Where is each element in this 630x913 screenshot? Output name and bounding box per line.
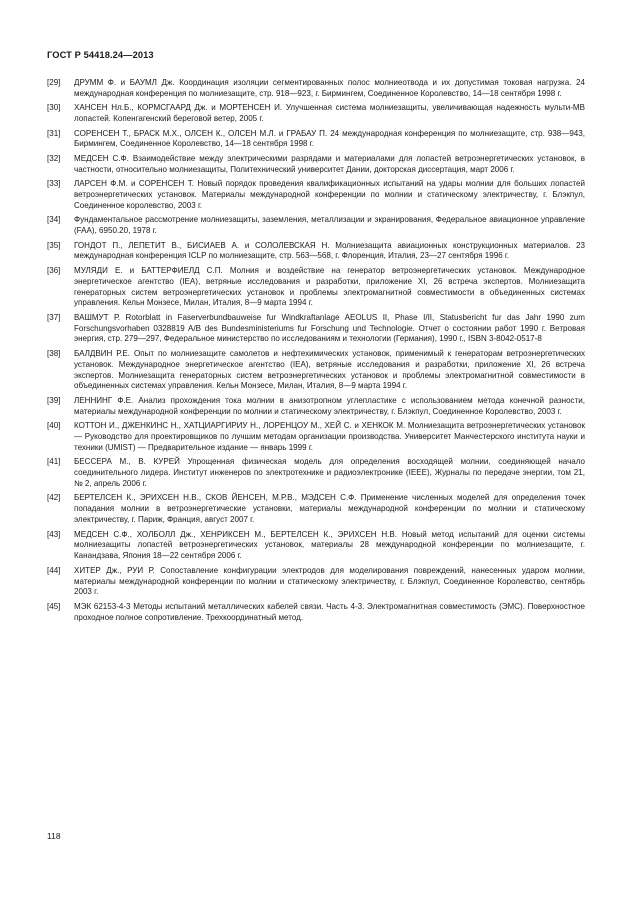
reference-number: [43] xyxy=(47,529,61,539)
reference-number: [42] xyxy=(47,493,61,503)
bibliography-list xyxy=(47,78,585,627)
reference-entry xyxy=(47,566,585,599)
reference-text: ДРУММ Ф. и БАУМЛ Дж. Координация изоляции сегментированных полос молниеотвода и их допустимая токовая нагрузка. 24 международная конференция по молниезащите, стр. 918—923, г. Бирмингем, Соединенное Королевство, 14—18 сентября 1998 г. xyxy=(74,78,585,98)
reference-entry xyxy=(47,266,585,309)
standard-header: ГОСТ Р 54418.24—2013 xyxy=(47,50,154,60)
reference-entry xyxy=(47,493,585,526)
reference-text: ЛЕННИНГ Ф.Е. Анализ прохождения тока молнии в анизотропном углепластике с использованием метода конечной разности, материалы международной конференции по молнии и статическому электричеству, г. Блэкпул, Соединенное Королевство, 2003 г. xyxy=(74,395,585,416)
reference-entry xyxy=(47,129,585,151)
reference-entry xyxy=(47,602,585,624)
reference-text: ГОНДОТ П., ЛЕПЕТИТ В., БИСИАЕВ А. и СОЛОЛЕВСКАЯ Н. Молниезащита авиационных конструкционных материалов. 23 международная конференция ICLP по молниезащите, стр. 563—568, г. Флоренция, Италия, 23—27 сентября 1996 г. xyxy=(74,240,585,261)
reference-entry xyxy=(47,103,585,125)
reference-number: [38] xyxy=(47,348,61,358)
reference-text: ЛАРСЕН Ф.М. и СОРЕНСЕН Т. Новый порядок проведения квалификационных испытаний на удары молнии для больших лопастей ветроэнергетических установок. Материалы международной конференции по молнии и статическому электричеству, г. Блэкпул, Соединенное королевство, 2003 г. xyxy=(74,179,585,210)
reference-text: Фундаментальное рассмотрение молниезащиты, заземления, металлизации и экранирования, Федеральное авиационное управление (FAA), 6950.20, 1978 г. xyxy=(74,215,585,236)
reference-entry xyxy=(47,179,585,212)
reference-entry xyxy=(47,421,585,454)
reference-number: [29] xyxy=(47,78,61,87)
reference-entry xyxy=(47,215,585,237)
reference-text: ВАШМУТ Р. Rotorblatt in Faserverbundbauweise fur Windkraftanlage AEOLUS II, Phase I/II, Statusbericht fur das Jahr 1990 zum Forschungsvorhaben 0328819 A/B des Bundesministeriums fur Forschung und Technologie. Отчет о состоянии работ 1990 г. Ветровая энергия, стр. 279—297, Федеральное министерство по исследованиям и технологии (Германия), 1990 г., ISBN 3-8042-0517-8 xyxy=(74,312,585,344)
reference-entry xyxy=(47,313,585,346)
reference-number: [32] xyxy=(47,153,61,163)
reference-entry xyxy=(47,349,585,392)
reference-number: [37] xyxy=(47,312,61,322)
reference-number: [31] xyxy=(47,128,61,138)
reference-entry xyxy=(47,78,585,100)
page-number: 118 xyxy=(47,831,61,841)
reference-text: СОРЕНСЕН Т., БРАСК М.Х., ОЛСЕН К., ОЛСЕН М.Л. и ГРАБАУ П. 24 международная конференция по молниезащите, стр. 938—943, Бирмингем, Соединенное Королевство, 14—18 сентября 1998 г. xyxy=(74,128,585,149)
reference-entry xyxy=(47,241,585,263)
reference-entry xyxy=(47,154,585,176)
reference-text: БЕРТЕЛСЕН К., ЭРИХСЕН Н.В., СКОВ ЙЕНСЕН, М.Р.В., МЭДСЕН С.Ф. Применение численных моделей для определения точек попадания молнии в ветроэнергетические установки, материалы международной конференции по молнии и статическому электричеству, г. Париж, Франция, август 2007 г. xyxy=(74,493,585,525)
reference-text: МЕДСЕН С.Ф., ХОЛБОЛЛ Дж., ХЕНРИКСЕН М., БЕРТЕЛСЕН К., ЭРИХСЕН Н.В. Новый метод испытаний для оценки системы молниезащиты лопастей ветроэнергетических установок, материалы 28 международной конференции по молниезащите, г. Канандзава, Япония 18—22 сентября 2006 г. xyxy=(74,529,585,561)
reference-number: [35] xyxy=(47,240,61,250)
reference-text: МУЛЯДИ Е. и БАТТЕРФИЕЛД С.П. Молния и воздействие на генератор ветроэнергетических установок. Международное энергетическое агентство (IEA), ветряные исследования и разработки, приложение XI, 26 встреча экспертов. Молниезащита генераторных систем ветроэнергетических установок и проблемы электромагнитной совместимости в объединенных системах управления. Кельн Монзесе, Милан, Италия, 8—9 марта 1994 г. xyxy=(74,265,585,308)
reference-text: БЕССЕРА М., В. КУРЕЙ Упрощенная физическая модель для определения восходящей молнии, соединяющей начало соединительного лидера. Институт инженеров по электротехнике и радиоэлектронике (IEEE), Журналы по передаче энергии, том 21, № 2, апрель 2006 г. xyxy=(74,457,585,488)
reference-text: МЕДСЕН С.Ф. Взаимодействие между электрическими разрядами и материалами для лопастей ветроэнергетических установок, в частности, относительно молниезащиты, Политехнический университет Дании, докторская диссертация, март 2006 г. xyxy=(74,153,585,174)
reference-entry xyxy=(47,457,585,490)
reference-number: [41] xyxy=(47,457,61,467)
reference-number: [33] xyxy=(47,179,61,189)
reference-number: [40] xyxy=(47,421,61,431)
reference-number: [34] xyxy=(47,215,61,225)
reference-entry xyxy=(47,530,585,563)
reference-text: КОТТОН И., ДЖЕНКИНС Н., ХАТЦИАРГИРИУ Н., ЛОРЕНЦОУ М., ХЕЙ С. и ХЕНКОК М. Молниезащита ветроэнергетических установок — Руководство для проектировщиков по лучшим методам организации производства. Университет Манчестерского института науки и техники (UMIST) — Предварительное издание — январь 1999 г. xyxy=(74,421,585,452)
reference-number: [45] xyxy=(47,601,61,611)
reference-text: БАЛДВИН Р.Е. Опыт по молниезащите самолетов и нефтехимических установок, применимый к генераторам ветроэнергетических установок. Международное энергетическое агентство (IEA), ветряные исследования и разработки, приложение XI, 26 встреча экспертов. Молниезащита генераторных систем ветроэнергетических установок и проблемы электромагнитной совместимости в объединенных системах управления. Кельн Монзесе, Милан, Италия, 8—9 марта 1994 г. xyxy=(74,348,585,391)
reference-number: [36] xyxy=(47,265,61,275)
reference-text: ХАНСЕН Нл.Б., КОРМСГААРД Дж. и МОРТЕНСЕН И. Улучшенная система молниезащиты, увеличивающая надежность мульти-МВ лопастей. Копенгагенский береговой ветер, 2005 г. xyxy=(74,103,585,124)
reference-text: ХИТЕР Дж., РУИ Р. Сопоставление конфигурации электродов для моделирования повреждений, нанесенных ударом молнии, материалы международной конференции по молнии и статическому электричеству, г. Блэкпул, Соединенное Королевство, сентябрь 2003 г. xyxy=(74,565,585,597)
reference-entry xyxy=(47,396,585,418)
reference-number: [44] xyxy=(47,565,61,575)
reference-number: [39] xyxy=(47,395,61,405)
reference-text: МЭК 62153-4-3 Методы испытаний металлических кабелей связи. Часть 4-3. Электромагнитная совместимость (ЭМС). Поверхностное проходное полное сопротивление. Трехкоординатный метод. xyxy=(74,601,585,622)
reference-number: [30] xyxy=(47,103,61,113)
